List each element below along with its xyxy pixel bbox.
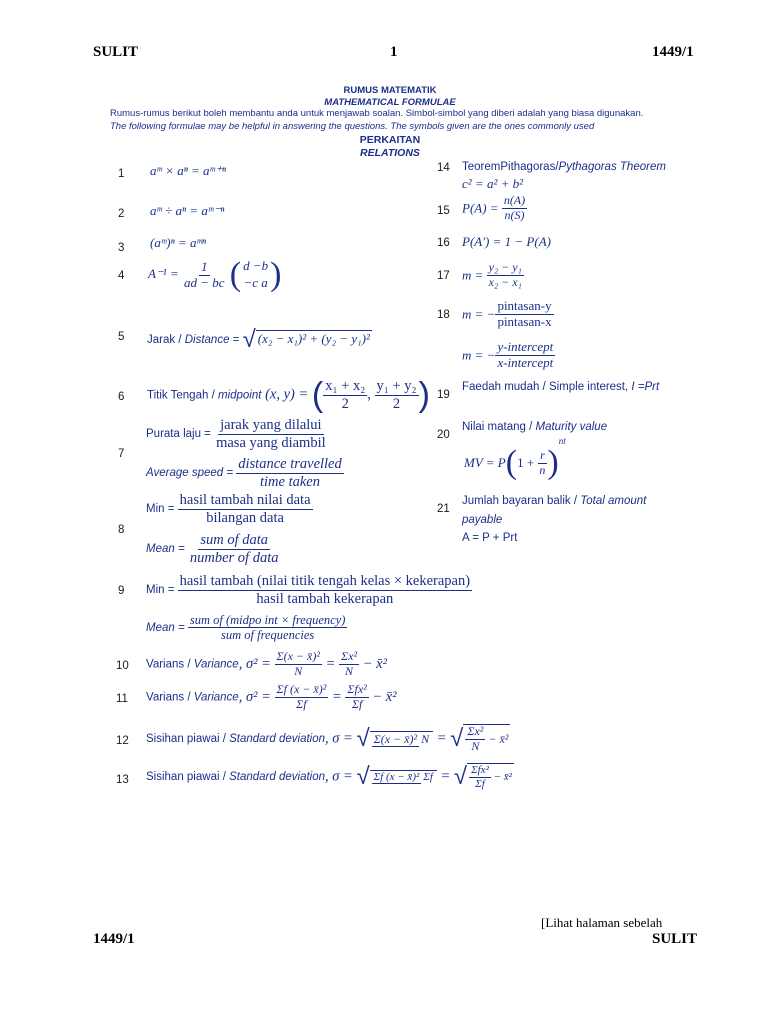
formula-8-den-en: number of data [189,549,279,566]
formula-18-en [462,340,555,371]
formula-14-label-en: Pythagoras Theorem [558,161,666,173]
formula-11-n1: Σf (x − x̄)² [276,682,327,696]
formula-6-n2: y₁ + y₂ [376,378,417,395]
formula-number: 3 [118,242,125,254]
formula-number: 10 [116,660,129,672]
formula-17-num: y₂ − y₁ [488,260,522,274]
formula-11-d1: Σf [296,696,307,711]
formula-5-eq: = [229,334,243,347]
title-ms: RUMUS MATEMATIK [343,85,437,96]
formula-number: 14 [437,162,450,174]
formula-4-den: ad − bc [183,274,225,290]
formula-10-d1: N [294,663,303,678]
formula-7-label-ms: Purata laju = [146,428,215,441]
formula-number: 2 [118,208,125,220]
formula-12-d2: N [471,738,480,753]
formula-9-en [146,613,347,643]
formula-15-den: n(S) [504,207,525,222]
formula-8-num-ms: hasil tambah nilai data [179,492,311,508]
formula-8-label-en: Mean = [146,543,188,556]
formula-20-label-ms: Nilai matang / [462,421,536,433]
formula-7-den-en: time taken [260,473,320,490]
formula-20-den: n [539,462,546,477]
formula-16: P(A′) = 1 − P(A) [462,234,551,249]
formula-13-lhs: , σ = [325,768,357,785]
formula-11-tail: − x̄² [368,688,397,705]
formula-12-n1: Σ(x − x̄)² [373,732,418,747]
formula-11-label-ms: Varians / [146,691,194,704]
footer-right: SULIT [652,931,698,947]
formula-10-d2: N [345,663,354,678]
formula-9-den-en: sum of frequencies [220,628,315,643]
formula-13: Sisihan piawai / Standard deviation, σ = √ Σf (x − x̄)² Σf = √ $\frac{\text{Σfx²}}{\Sigma f}$ − x̄² [146,763,512,790]
formula-number: 4 [118,270,125,282]
formula-11-n2: Σfx² [347,682,367,696]
formula-10-n1: Σ(x − x̄)² [276,649,320,663]
formula-17-den: x₂ − x₁ [488,274,522,289]
formula-7-label-en: Average speed = [146,467,237,480]
header-right: 1449/1 [652,44,694,60]
formula-8-label-ms: Min = [146,503,178,516]
formula-11-label-en: Variance [193,691,239,704]
formula-5-label-ms: Jarak / [147,334,185,347]
formula-20-label [462,421,607,433]
formula-18-den-ms: pintasan-x [497,313,552,329]
formula-18-ms [462,299,554,330]
formula-12-tail: − x̄² [485,731,509,746]
formula-12-d1: N [421,732,430,747]
formula-20-num: r [540,447,545,462]
formula-21-label [462,495,646,507]
formula-13-n1: Σf (x − x̄)² [373,771,420,784]
formula-8-den-ms: bilangan data [206,509,284,526]
formula-15-lhs: P(A) = [462,200,502,216]
formula-18-num-ms: pintasan-y [497,298,552,313]
section-ms: PERKAITAN [359,134,421,146]
formula-1: aᵐ × aⁿ = aᵐ⁺ⁿ [150,163,226,178]
formula-3: (aᵐ)ⁿ = aᵐⁿ [150,235,206,250]
formula-10-label-en: Variance [193,658,239,671]
formula-number: 19 [437,389,450,401]
formula-number: 13 [116,774,129,786]
page-number: 1 [390,44,398,60]
formula-21: A = P + Prt [462,532,518,544]
formula-17-lhs: m = [462,267,487,283]
formula-number: 5 [118,331,125,343]
formula-20: MV = P(1 + $\frac{r}{n}$ )$^{nt}$ [464,436,566,482]
formula-21-label-2: payable [462,514,503,526]
formula-number: 16 [437,237,450,249]
formula-14-label [462,161,666,173]
formula-9-num-en: sum of (midpo int × frequency) [189,613,346,627]
formula-15 [462,194,527,223]
formula-12-label-en: Standard deviation [229,733,326,746]
formula-number: 1 [118,168,125,180]
formula-13-label-ms: Sisihan piawai / [146,771,230,783]
formula-6-n1: x₁ + x₂ [325,378,366,395]
formula-19 [462,381,659,393]
formula-number: 11 [116,693,128,705]
formula-7-en [146,456,344,490]
formula-5-expr: (x₂ − x₁)² + (y₂ − y₁)² [257,331,370,347]
formula-4: A⁻¹ = $\frac{1}{ad - bc}$ ( d −b −c a ) [148,256,282,293]
formula-9-ms [146,573,472,607]
formula-6-lhs: (x, y) = [261,386,312,403]
formula-10: Varians / Variance, σ² = $\frac{\text{Σ(x − x̄)²}}{N}$ = $\frac{\text{Σx²}}{N}$ − x̄² [146,649,387,678]
formula-9-label-en: Mean = [146,621,188,634]
section-en: RELATIONS [360,147,420,159]
formula-number: 12 [116,735,129,747]
formula-6-label-en: midpoint [217,389,262,402]
formula-4-num: 1 [201,258,208,274]
formula-number: 17 [437,270,450,282]
formula-14: c² = a² + b² [462,176,524,191]
formula-number: 9 [118,585,125,597]
formula-17 [462,261,524,290]
next-page-note: [Lihat halaman sebelah [541,915,663,930]
formula-number: 21 [437,503,450,515]
formula-12-label-ms: Sisihan piawai / [146,733,230,746]
formula-19-expr: I =Prt [631,381,660,393]
intro-en: The following formulae may be helpful in answering the questions. The symbols given are the ones commonly used [110,121,595,132]
formula-15-num: n(A) [503,193,526,207]
formula-number: 18 [437,309,450,321]
formula-9-label-ms: Min = [146,584,178,597]
formula-7-ms [146,417,328,451]
title-en: MATHEMATICAL FORMULAE [324,97,456,108]
formula-11-lhs: , σ² = [238,688,275,705]
formula-7-num-en: distance travelled [238,456,342,472]
formula-12: Sisihan piawai / Standard deviation, σ = √ Σ(x − x̄)² N = √ $\frac{\text{Σx²}}{N}$ − x̄² [146,724,509,753]
formula-10-tail: − x̄² [359,655,387,672]
formula-number: 15 [437,205,450,217]
formula-13-label-en: Standard deviation [229,771,326,783]
formula-6-d1: 2 [341,396,349,412]
formula-18-num-en: y-intercept [497,339,554,354]
formula-12-n2: Σx² [467,724,484,738]
formula-13-n2: Σfx² [471,764,489,777]
formula-10-n2: Σx² [341,649,358,663]
formula-5-label-en: Distance [184,334,230,347]
formula-13-d2: Σf [475,778,485,790]
formula-6-label-ms: Titik Tengah / [147,389,218,402]
formula-10-label-ms: Varians / [146,658,194,671]
formula-18-den-en: x-intercept [497,354,554,370]
formula-20-label-en: Maturity value [535,421,608,433]
formula-number: 8 [118,524,125,536]
matrix-row-1: d −b [243,258,269,274]
formula-18-lhs: m = − [462,306,496,322]
formula-6-d2: 2 [392,396,401,412]
formula-9-num-ms: hasil tambah (nilai titik tengah kelas × kekerapan) [179,573,471,589]
formula-11-d2: Σf [351,696,363,711]
matrix-row-2: −c a [243,275,268,290]
formula-10-lhs: , σ² = [238,655,275,672]
formula-13-d1: Σf [423,771,433,784]
formula-7-num-ms: jarak yang dilalui [220,417,322,433]
formula-12-lhs: , σ = [325,730,357,747]
formula-6: Titik Tengah / midpoint (x, y) = ( $\frac{\text{x₁ + x₂}}{2}$ , $\frac{\text{y₁ + y₂}}{2}$ ) [147,376,430,414]
formula-number: 7 [118,448,125,460]
formula-21-label-en: Total amount [580,495,647,507]
formula-20-exp: nt [558,436,566,446]
formula-4-lhs: A⁻¹ = [148,265,179,281]
formula-5: Jarak / Distance = √ (x₂ − x₁)² + (y₂ − y₁)² [147,326,370,353]
formula-7-den-ms: masa yang diambil [216,434,326,451]
formula-18-lhs-en: m = − [462,347,496,363]
formula-19-label: Faedah mudah / Simple interest, [462,381,632,393]
formula-20-lhs: MV = P [464,455,506,471]
formula-number: 20 [437,429,450,441]
formula-8-num-en: sum of data [200,532,269,548]
formula-8-ms [146,492,313,526]
formula-13-tail: − x̄² [490,771,512,784]
formula-11: Varians / Variance, σ² = $\frac{\text{Σf (x − x̄)²}}{\Sigma f}$ = $\frac{\text{Σfx²}}{\Sigma f}$ − x̄² [146,682,397,711]
intro-ms: Rumus-rumus berikut boleh membantu anda untuk menjawab soalan. Simbol-simbol yang diberi adalah yang biasa digunakan. [110,108,644,119]
formula-14-label-ms: TeoremPithagoras/ [462,161,559,173]
formula-21-label-ms: Jumlah bayaran balik / [462,495,581,507]
formula-number: 6 [118,391,125,403]
formula-8-en [146,532,280,566]
formula-2: aᵐ ÷ aⁿ = aᵐ⁻ⁿ [150,203,225,218]
header-left: SULIT [93,44,139,60]
formula-9-den-ms: hasil tambah kekerapan [256,590,394,607]
footer-left: 1449/1 [93,931,135,947]
